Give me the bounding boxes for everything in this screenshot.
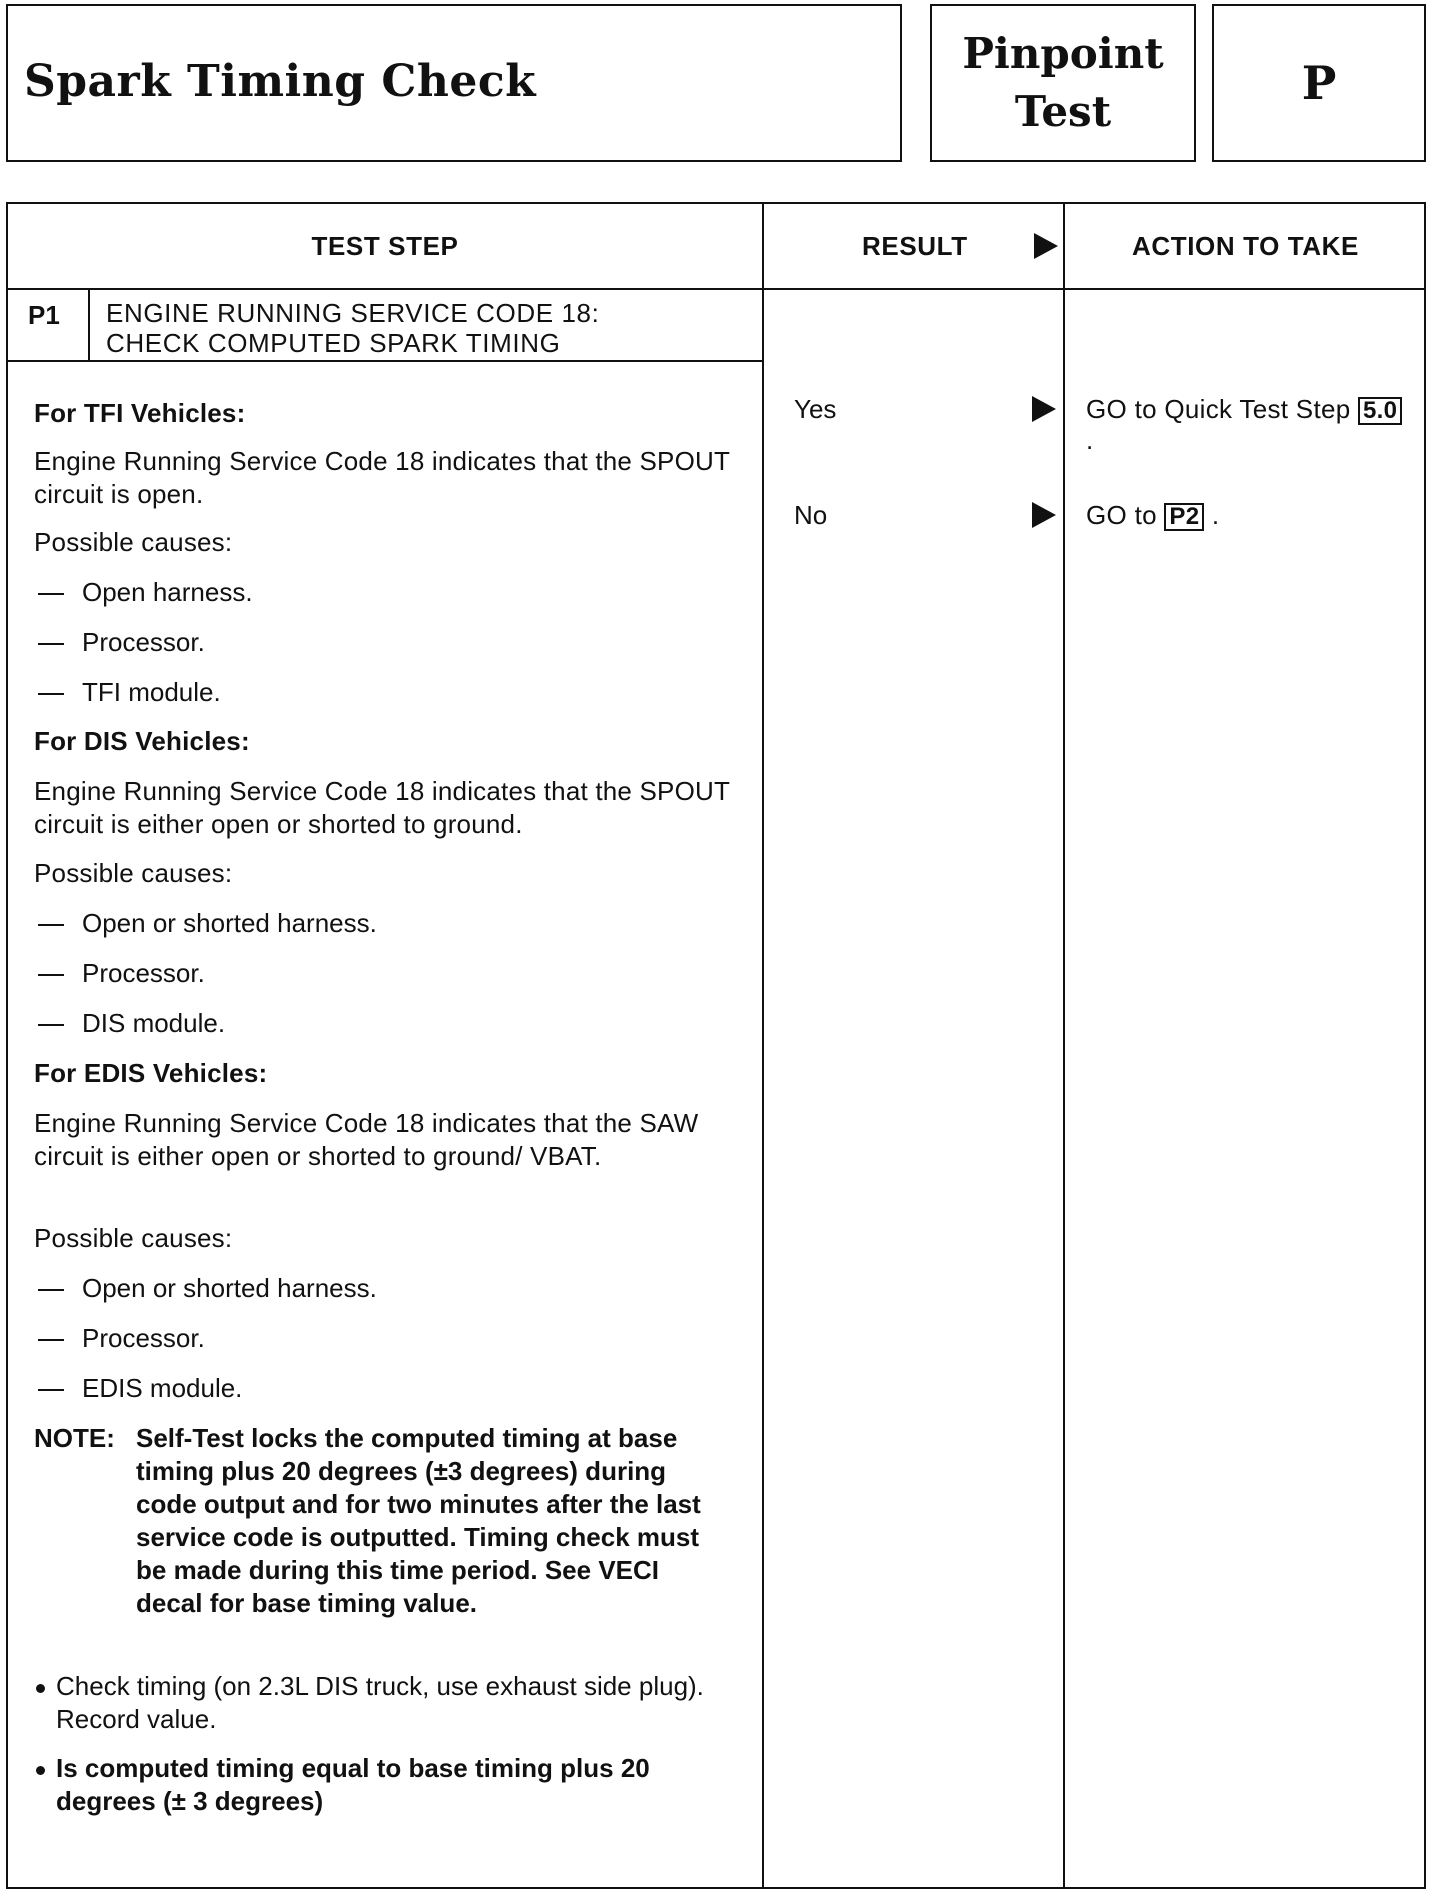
- arrow-icon: [1032, 396, 1056, 422]
- dis-heading: For DIS Vehicles:: [34, 726, 250, 756]
- step-ref-box: 5.0: [1358, 397, 1402, 425]
- tfi-heading: For TFI Vehicles:: [34, 398, 246, 428]
- edis-causes-label: Possible causes:: [34, 1223, 233, 1253]
- page-title: Spark Timing Check: [24, 56, 537, 107]
- step-ref-box: P2: [1164, 503, 1204, 531]
- step-number: P1: [28, 300, 60, 330]
- tfi-causes-label: Possible causes:: [34, 527, 233, 557]
- list-item: Processor.: [38, 957, 205, 990]
- action-no: GO to P2 .: [1086, 500, 1220, 530]
- check-bullet: Check timing (on 2.3L DIS truck, use exhaust side plug). Record value.: [34, 1670, 746, 1736]
- list-item: Open or shorted harness.: [38, 907, 377, 940]
- bullet-icon: [36, 1766, 45, 1775]
- test-letter-box: [1212, 4, 1426, 162]
- list-item: TFI module.: [38, 676, 221, 709]
- divider-step-result: [762, 204, 764, 1887]
- action-yes: GO to Quick Test Step 5.0 .: [1086, 394, 1416, 455]
- column-header-result-label: RESULT: [862, 230, 968, 261]
- edis-text: Engine Running Service Code 18 indicates that the SAW circuit is either open or shorted to ground/ VBAT.: [34, 1108, 699, 1171]
- dis-causes-label: Possible causes:: [34, 858, 233, 888]
- column-header-action: ACTION TO TAKE: [1132, 230, 1359, 261]
- note-label: NOTE:: [34, 1423, 115, 1453]
- pinpoint-box: [930, 4, 1196, 162]
- pinpoint-line2: Test: [1014, 87, 1112, 136]
- step-header-bottom-rule: [8, 360, 762, 362]
- list-item: DIS module.: [38, 1007, 225, 1040]
- list-item: Processor.: [38, 626, 205, 659]
- step-title: [106, 298, 599, 358]
- note-text: Self-Test locks the computed timing at base timing plus 20 degrees (±3 degrees) during code output and for two minutes after the last service code is outputted. Timing check must be made during this time period. See VECI decal for base timing value.: [136, 1423, 701, 1618]
- edis-heading: For EDIS Vehicles:: [34, 1058, 268, 1088]
- tfi-text: Engine Running Service Code 18 indicates that the SPOUT circuit is open.: [34, 446, 730, 509]
- arrow-icon: [1032, 502, 1056, 528]
- list-item: Open harness.: [38, 576, 253, 609]
- title-box: [6, 4, 902, 162]
- list-item: Processor.: [38, 1322, 205, 1355]
- step-header: [8, 290, 762, 362]
- pinpoint-line1: Pinpoint: [962, 29, 1164, 78]
- step-divider: [88, 290, 90, 362]
- bullet-icon: [36, 1684, 45, 1693]
- pinpoint-label: [962, 25, 1163, 141]
- test-letter: P: [1301, 56, 1337, 110]
- divider-result-action: [1063, 204, 1065, 1887]
- column-header-test-step: TEST STEP: [311, 230, 459, 261]
- question-bullet: Is computed timing equal to base timing plus 20 degrees (± 3 degrees): [34, 1752, 746, 1818]
- step-title-line1: ENGINE RUNNING SERVICE CODE 18:: [106, 298, 600, 328]
- column-header-result: [764, 204, 1063, 288]
- step-title-line2: CHECK COMPUTED SPARK TIMING: [106, 328, 561, 358]
- result-yes: Yes: [794, 394, 837, 424]
- list-item: Open or shorted harness.: [38, 1272, 377, 1305]
- test-table: [6, 202, 1426, 1889]
- result-no: No: [794, 500, 828, 530]
- arrow-icon: [1034, 233, 1058, 259]
- dis-text: Engine Running Service Code 18 indicates that the SPOUT circuit is either open or shorted to ground.: [34, 776, 730, 839]
- list-item: EDIS module.: [38, 1372, 242, 1405]
